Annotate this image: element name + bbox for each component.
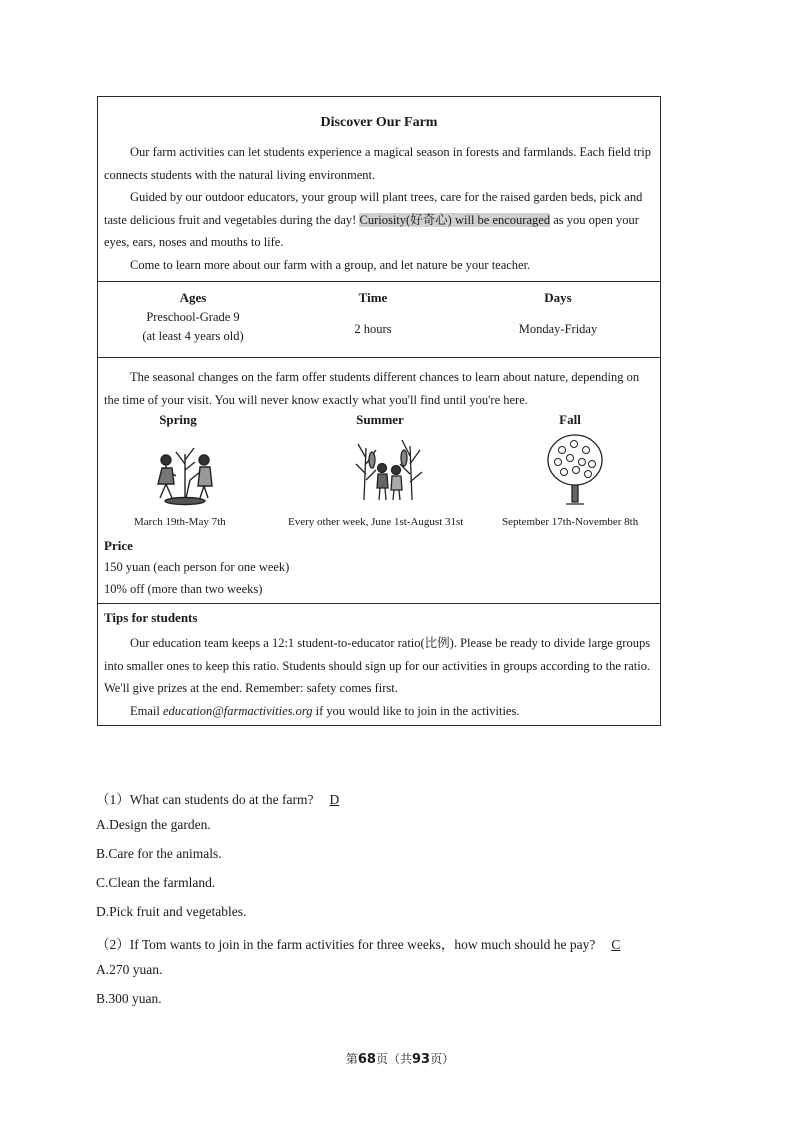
time-column [298,290,448,337]
seasonal-paragraph: The seasonal changes on the farm offer students different chances to learn about nature, depending on the time of your visit. You will never know exactly what you'll find until you're here. [104,370,640,407]
intro-section [98,97,660,281]
days-value: Monday-Friday [518,322,598,336]
season-summer-name: Summer [356,412,404,427]
ages-value-2: (at least 4 years old) [142,329,244,343]
seasonal-text [104,366,654,411]
intro-paragraph-3: Come to learn more about our farm with a group, and let nature be your teacher. [130,257,531,272]
question-1-answer: D [329,792,340,807]
question-1 [96,788,349,808]
price-line-2: 10% off (more than two weeks) [104,582,263,596]
page-footer [0,1050,800,1067]
spring-planting-illustration [150,434,220,506]
days-heading: Days [544,290,572,305]
fall-apple-tree-illustration [544,432,606,508]
price-heading: Price [104,538,133,553]
question-2 [96,933,630,953]
ages-column [108,290,278,344]
tips-paragraph: Our education team keeps a 12:1 student-to-educator ratio(比例). Please be ready to divide large groups into smaller ones to keep this ratio. Students should sign up for our activities in groups according to the ratio. We'll give prizes at the end. Remember: safety comes first. [104,636,651,695]
intro-paragraph-2 [104,186,654,254]
card-title: Discover Our Farm [320,115,438,130]
intro-p2-start: Guided by our outdoor educators, your group will plant trees, care for the raised garden beds, pick and taste delicious fruit and vegetables during the day! [104,190,643,227]
ages-value-1: Preschool-Grade 9 [146,310,240,324]
footer-total-pages: 93 [412,1052,431,1067]
q2-option-b: B.300 yuan. [96,991,162,1006]
intro-paragraph-1: Our farm activities can let students experience a magical season in forests and farmlands. Each field trip connects students with the natural living environment. [104,145,651,182]
season-summer-dates: Every other week, June 1st-August 31st [288,516,464,528]
seasons-section [98,357,660,604]
season-spring-dates: March 19th-May 7th [134,516,226,528]
footer-page-number: 68 [357,1052,376,1067]
highlighted-curiosity: Curiosity(好奇心) will be encouraged [359,212,551,227]
q1-option-c: C.Clean the farmland. [96,875,216,890]
email-prefix: Email [130,703,163,718]
season-spring-name: Spring [159,412,197,427]
footer-mid: 页（共 [375,1052,412,1066]
ages-heading: Ages [179,290,207,305]
tips-heading: Tips for students [104,610,198,625]
footer-post: 页） [430,1052,455,1066]
q2-option-a: A.270 yuan. [96,962,163,977]
summer-corn-illustration [354,434,426,506]
q1-option-a: A.Design the garden. [96,817,211,832]
season-fall-name: Fall [559,412,581,427]
question-2-text: （2）If Tom wants to join in the farm activities for three weeks，how much should he pay? [96,937,596,952]
price-line-1: 150 yuan (each person for one week) [104,560,290,574]
season-fall-dates: September 17th-November 8th [502,516,639,528]
tips-section [98,603,660,728]
farm-ad-card [97,96,661,726]
tips-text [104,632,654,722]
email-line [104,700,654,723]
q1-option-b: B.Care for the animals. [96,846,222,861]
footer-pre: 第 [345,1052,358,1066]
email-address[interactable]: education@farmactivities.org [162,703,313,718]
time-heading: Time [358,290,388,305]
info-section [98,281,660,358]
intro-p2-end: as you open your eyes, ears, noses and mouths to life. [104,212,639,249]
email-suffix: if you would like to join in the activities. [312,703,520,718]
question-1-text: （1）What can students do at the farm? [96,792,314,807]
q1-option-d: D.Pick fruit and vegetables. [96,904,247,919]
intro-text [104,141,654,276]
question-2-answer: C [611,937,621,952]
time-value: 2 hours [354,322,392,336]
days-column [498,290,618,337]
